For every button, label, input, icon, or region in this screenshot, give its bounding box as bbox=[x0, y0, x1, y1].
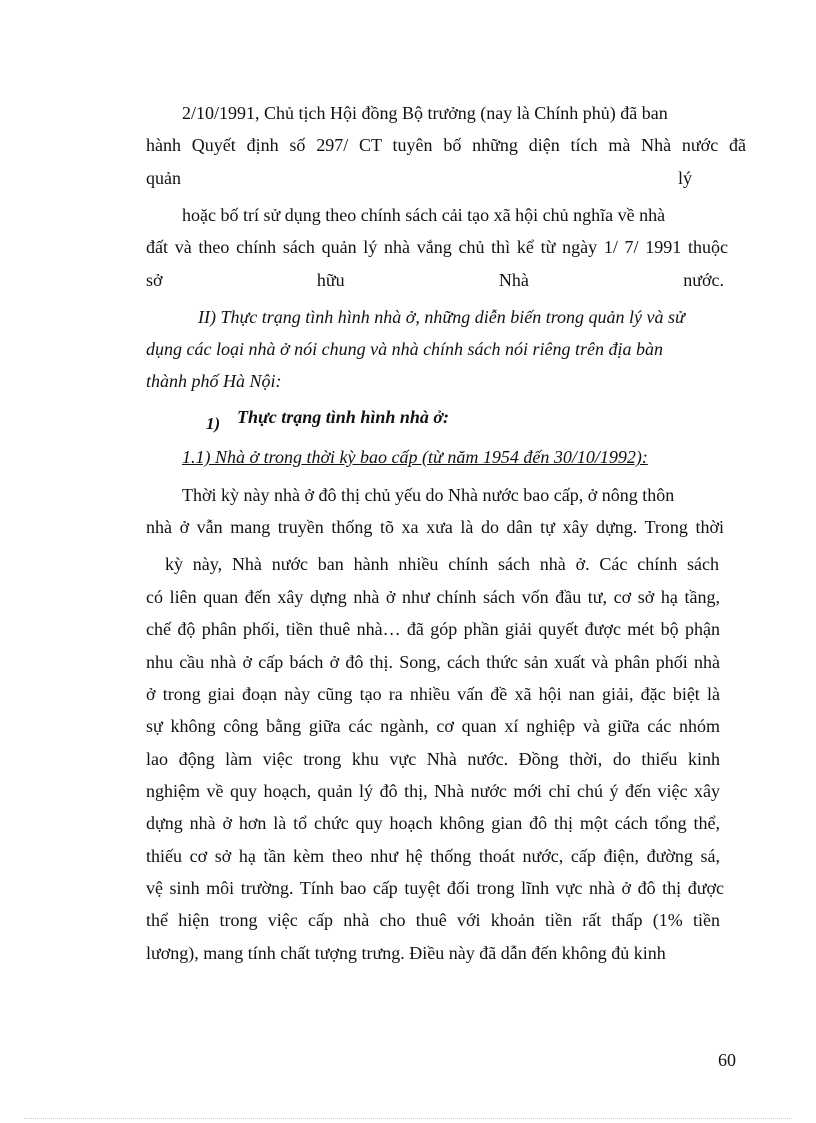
paragraph-2-line-14: thể hiện trong việc cấp nhà cho thuê với khoản tiền rất thấp (1% tiền bbox=[146, 910, 720, 930]
paragraph-2-line-6: nhu cầu nhà ở cấp bách ở đô thị. Song, cách thức sản xuất và phân phối nhà bbox=[146, 652, 720, 672]
paragraph-2-line-3: kỳ này, Nhà nước ban hành nhiều chính sách nhà ở. Các chính sách bbox=[165, 554, 719, 574]
subsection-title: Thực trạng tình hình nhà ở: bbox=[237, 407, 450, 427]
page-number: 60 bbox=[718, 1050, 736, 1070]
paragraph-2-line-4: có liên quan đến xây dựng nhà ở như chính sách vốn đầu tư, cơ sở hạ tầng, bbox=[146, 587, 720, 607]
paragraph-2-line-13: vệ sinh môi trường. Tính bao cấp tuyệt đối trong lĩnh vực nhà ở đô thị được bbox=[146, 878, 724, 898]
paragraph-2-line-12: thiếu cơ sở hạ tần kèm theo như hệ thống thoát nước, cấp điện, đường sá, bbox=[146, 846, 720, 866]
paragraph-1-line-2: hành Quyết định số 297/ CT tuyên bố những diện tích mà Nhà nước đã bbox=[146, 135, 746, 155]
paragraph-2-line-8: sự không công bằng giữa các ngành, cơ quan xí nghiệp và giữa các nhóm bbox=[146, 716, 720, 736]
section-heading-line-1: II) Thực trạng tình hình nhà ở, những diễn biến trong quản lý và sử bbox=[198, 307, 685, 327]
paragraph-2-line-2: nhà ở vẫn mang truyền thống tõ xa xưa là do dân tự xây dựng. Trong thời bbox=[146, 517, 724, 537]
section-heading-line-3: thành phố Hà Nội: bbox=[146, 371, 282, 391]
paragraph-2-line-5: chế độ phân phối, tiền thuê nhà… đã góp phần giải quyết được mét bộ phận bbox=[146, 619, 720, 639]
paragraph-1-line-4: hoặc bố trí sử dụng theo chính sách cải tạo xã hội chủ nghĩa về nhà bbox=[182, 205, 666, 225]
section-heading-line-2: dụng các loại nhà ở nói chung và nhà chính sách nói riêng trên địa bàn bbox=[146, 339, 664, 359]
paragraph-2-line-9: lao động làm việc trong khu vực Nhà nước. Đồng thời, do thiếu kinh bbox=[146, 749, 720, 769]
paragraph-2-line-10: nghiệm về quy hoạch, quản lý đô thị, Nhà nước mới chỉ chú ý đến việc xây bbox=[146, 781, 720, 801]
subsection-number: 1) bbox=[206, 414, 221, 433]
paragraph-1-line-1: 2/10/1991, Chủ tịch Hội đồng Bộ trưởng (nay là Chính phủ) đã ban bbox=[182, 103, 668, 123]
subsubsection-heading: 1.1) Nhà ở trong thời kỳ bao cấp (từ năm 1954 đến 30/10/1992): bbox=[182, 447, 648, 467]
paragraph-2-line-11: dựng nhà ở hơn là tổ chức quy hoạch không gian đô thị một cách tổng thể, bbox=[146, 813, 720, 833]
footer-divider bbox=[24, 1118, 792, 1119]
paragraph-2-line-1: Thời kỳ này nhà ở đô thị chủ yếu do Nhà nước bao cấp, ở nông thôn bbox=[182, 485, 675, 505]
paragraph-2-line-7: ở trong giai đoạn này cũng tạo ra nhiều vấn đề xã hội nan giải, đặc biệt là bbox=[146, 684, 720, 704]
paragraph-2-line-15: lương), mang tính chất tượng trưng. Điều này đã dẫn đến không đủ kinh bbox=[146, 943, 666, 963]
paragraph-1-line-3: quản lý bbox=[146, 168, 692, 188]
paragraph-1-line-6: sở hữu Nhà nước. bbox=[146, 270, 724, 290]
paragraph-1-line-5: đất và theo chính sách quản lý nhà vắng chủ thì kể từ ngày 1/ 7/ 1991 thuộc bbox=[146, 237, 728, 257]
